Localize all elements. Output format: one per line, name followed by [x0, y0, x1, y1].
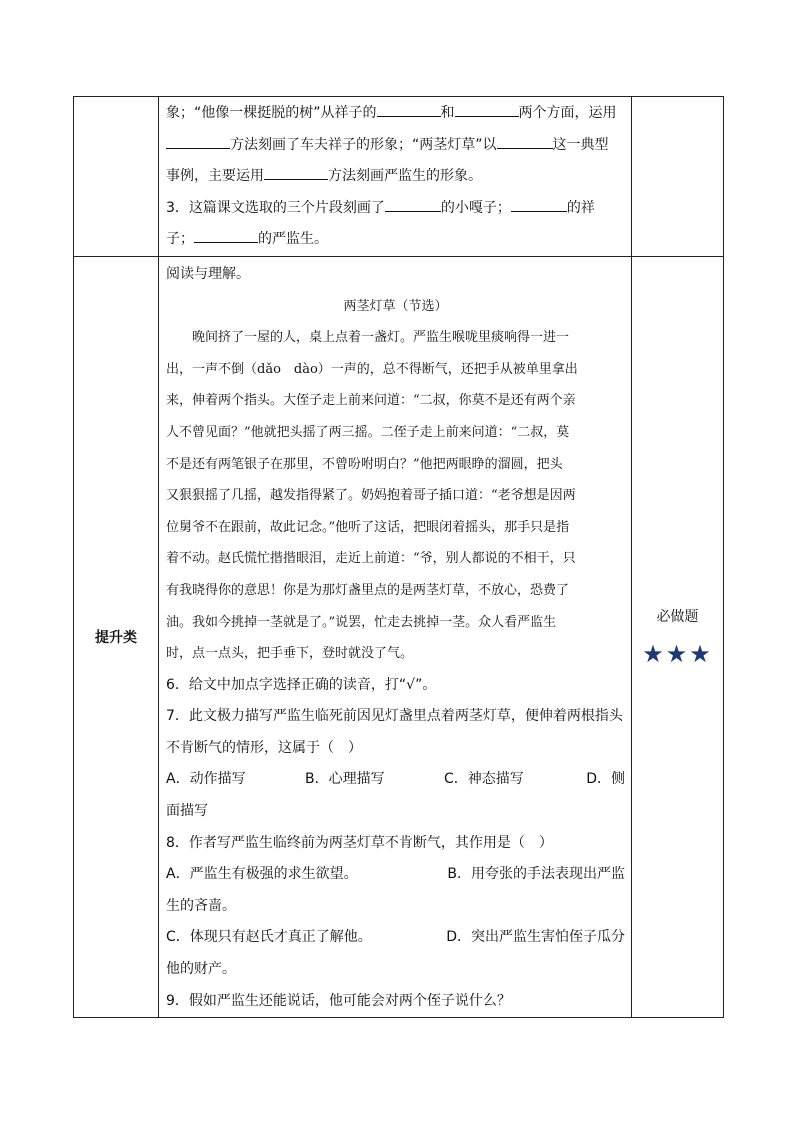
passage-line: 着不动。赵氏慌忙揩揩眼泪，走近上前道：“爷，别人都说的不相干，只 [166, 551, 576, 567]
answer-blank[interactable] [377, 102, 441, 117]
question-8-options-cd [166, 922, 625, 954]
side-cell-empty [632, 97, 724, 257]
option-d-cont: 他的财产。 [166, 961, 236, 978]
answer-blank[interactable] [455, 102, 519, 117]
option-b[interactable]: B．心理描写 [305, 771, 385, 788]
required-label: 必做题 [656, 609, 699, 626]
passage-line: 时，点一点头，把手垂下，登时就没了气。 [166, 646, 414, 662]
passage-line: 出，一声不倒（dǎo dào）一声的，总不得断气，还把手从被单里拿出 [166, 361, 578, 377]
answer-blank[interactable] [264, 165, 328, 180]
fill-line-2: 方法刻画了车夫祥子的形象；“两茎灯草”以 这一典型 [166, 130, 625, 162]
question-6: 6．给文中加点字选择正确的读音，打“√”。 [166, 676, 437, 693]
passage-line: 晚间挤了一屋的人，桌上点着一盏灯。严监生喉咙里痰响得一进一 [192, 330, 570, 346]
question-8-options-ab [166, 859, 625, 891]
passage-line: 油。我如今挑掉一茎就是了。”说罢，忙走去挑掉一茎。众人看严监生 [166, 614, 557, 630]
question-7-stem-cont: 不肯断气的情形，这属于（ ） [166, 739, 362, 756]
passage [166, 291, 625, 670]
reading-question-cell [159, 256, 632, 1017]
table-row [74, 97, 724, 257]
option-a[interactable]: A．动作描写 [166, 771, 246, 788]
option-c[interactable]: C．体现只有赵氏才真正了解他。 [166, 929, 372, 946]
option-d-cont: 面描写 [166, 803, 208, 820]
passage-line: 有我晓得你的意思！你是为那灯盏里点的是两茎灯草，不放心，恐费了 [166, 582, 570, 598]
star-rating-icon: ★★★ [642, 640, 713, 669]
fill-line-1: 象；“他像一棵挺脱的树”从祥子的 和 两个方面，运用 [166, 98, 625, 130]
passage-line: 不是还有两笔银子在那里，不曾吩咐明白？”他把两眼睁的溜圆，把头 [166, 456, 563, 472]
answer-blank[interactable] [511, 197, 567, 212]
table-row [74, 256, 724, 1017]
option-a[interactable]: A．严监生有极强的求生欲望。 [166, 866, 358, 883]
top-question-cell [159, 97, 632, 257]
fill-line-5: 子； 的严监生。 [166, 224, 625, 256]
passage-line: 人不曾见面？”他就把头摇了两三摇。二侄子走上前来问道：“二叔，莫 [166, 424, 570, 440]
option-d[interactable]: D．侧 [586, 771, 625, 788]
question-8-stem: 8．作者写严监生临终前为两茎灯草不肯断气，其作用是（ ） [166, 834, 553, 851]
difficulty-cell [632, 256, 724, 1017]
answer-blank[interactable] [385, 197, 441, 212]
reading-intro: 阅读与理解。 [166, 265, 250, 282]
option-d[interactable]: D．突出严监生害怕侄子瓜分 [446, 929, 625, 946]
question-9: 9．假如严监生还能说话，他可能会对两个侄子说什么？ [166, 992, 511, 1009]
option-b-cont: 生的吝啬。 [166, 897, 236, 914]
fill-line-4: 3．这篇课文选取的三个片段刻画了 的小嘎子； 的祥 [166, 193, 625, 225]
category-cell-empty [74, 97, 159, 257]
option-c[interactable]: C．神态描写 [444, 771, 524, 788]
question-7-options [166, 764, 625, 796]
fill-line-3: 事例，主要运用 方法刻画严监生的形象。 [166, 161, 625, 193]
passage-line: 来，伸着两个指头。大侄子走上前来问道：“二叔，你莫不是还有两个亲 [166, 393, 576, 409]
passage-line: 又狠狠摇了几摇，越发指得紧了。奶妈抱着哥子插口道：“老爷想是因两 [166, 488, 576, 504]
passage-line: 位舅爷不在跟前，故此记念。”他听了这话，把眼闭着摇头，那手只是指 [166, 519, 570, 535]
answer-blank[interactable] [166, 134, 230, 149]
answer-blank[interactable] [194, 228, 258, 243]
passage-title: 两茎灯草（节选） [343, 298, 448, 314]
exercise-table [73, 96, 724, 1018]
category-label: 提升类 [74, 256, 159, 1017]
question-7-stem: 7．此文极力描写严监生临死前因见灯盏里点着两茎灯草，便伸着两根指头 [166, 708, 623, 725]
answer-blank[interactable] [497, 134, 553, 149]
option-b[interactable]: B．用夸张的手法表现出严监 [447, 866, 625, 883]
